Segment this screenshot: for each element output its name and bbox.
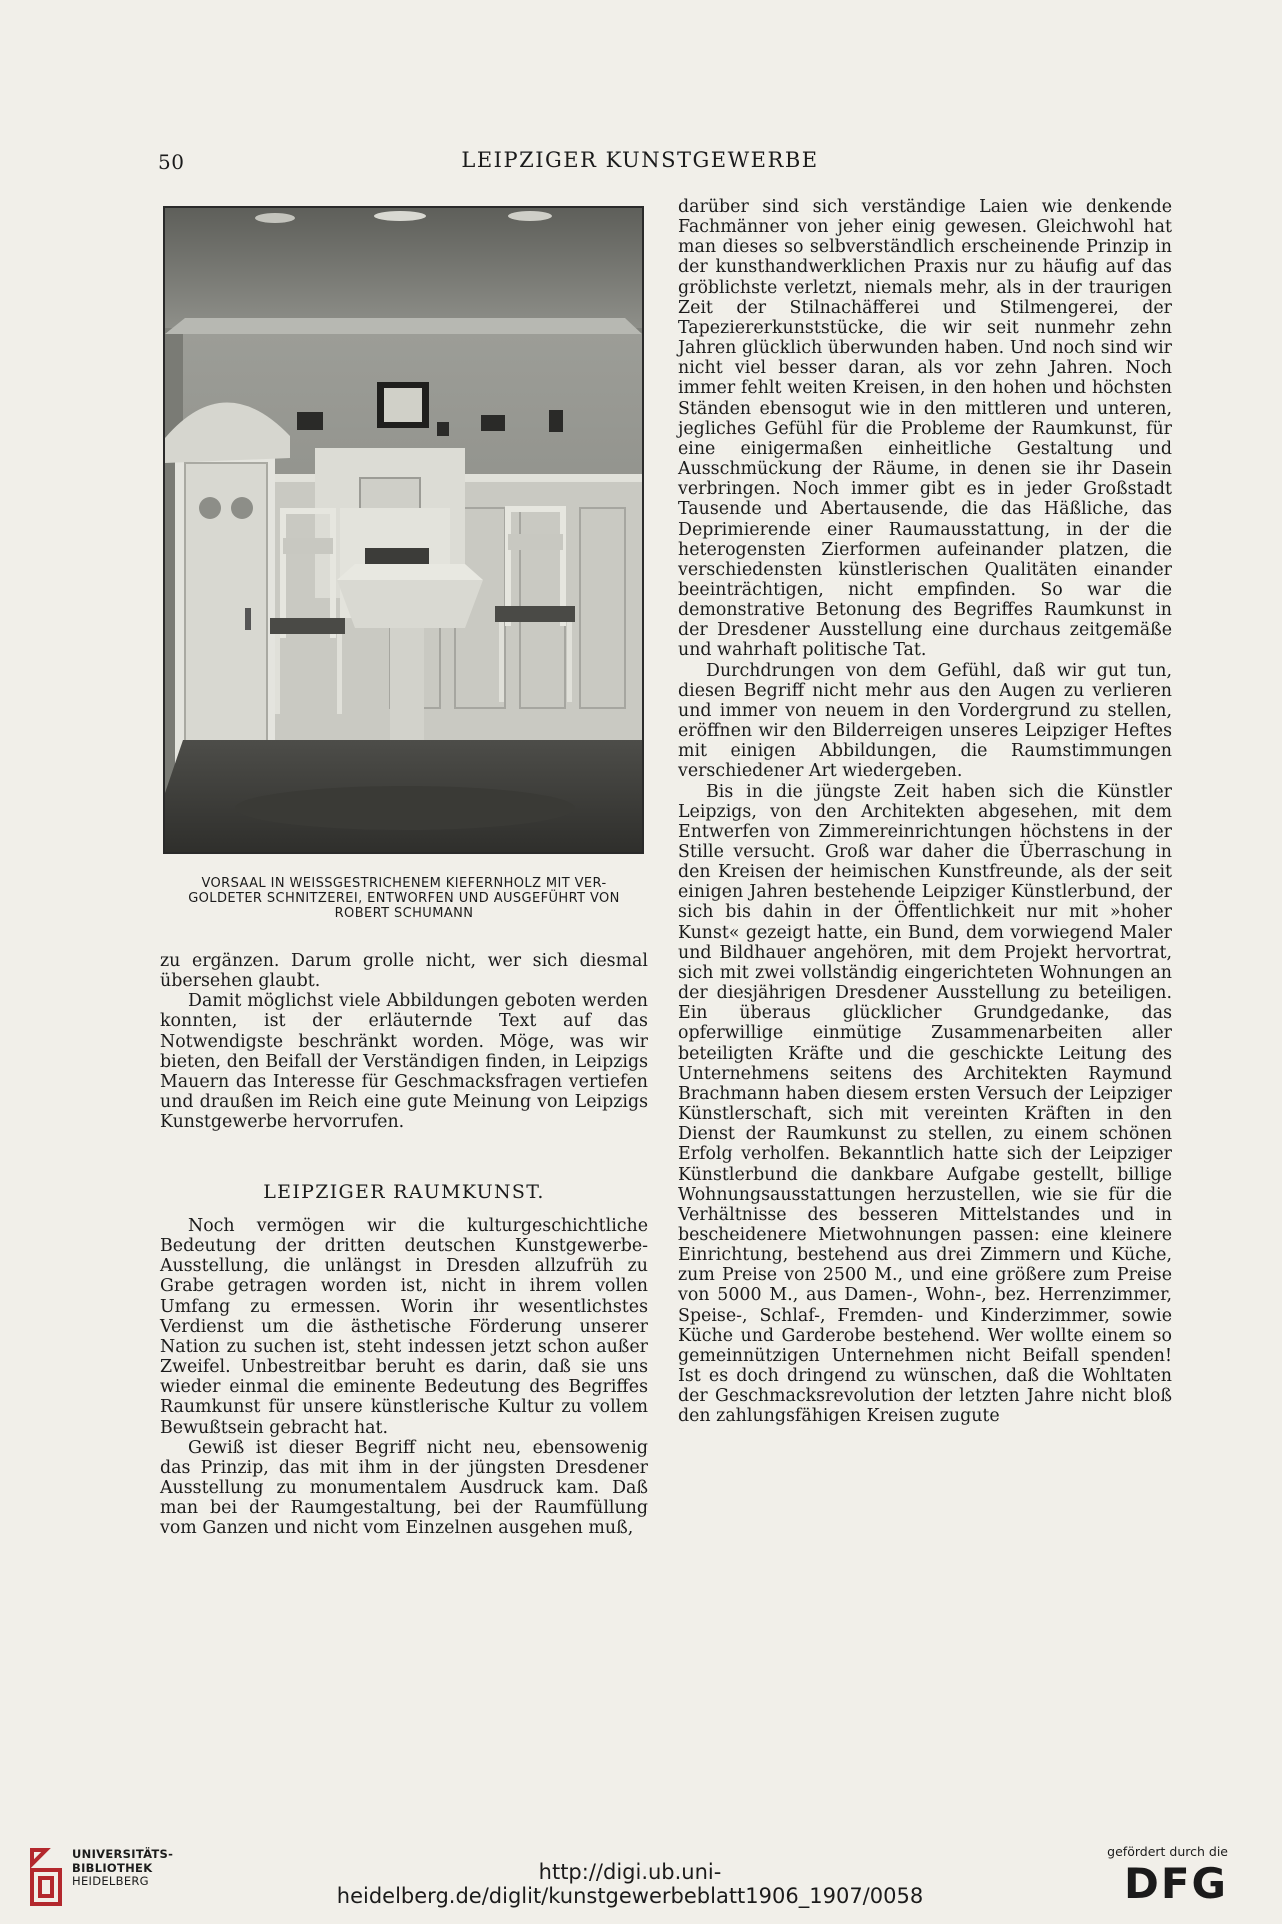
library-name-line: HEIDELBERG bbox=[72, 1874, 149, 1888]
permalink-url[interactable]: http://digi.ub.uni-heidelberg.de/diglit/kunstgewerbeblatt1906_1907/0058 bbox=[336, 1860, 924, 1908]
page-number: 50 bbox=[158, 150, 185, 174]
figure-caption bbox=[158, 876, 650, 921]
paragraph: darüber sind sich verständige Laien wie denkende Fachmänner von jeher einig gewesen. Gleichwohl hat man dieses so selbverständlich erscheinende Prinzip in der kunsthandwerklichen Praxis nur zu häufig auf das gröblichste verletzt, niemals mehr, als in der traurigen Zeit der Stilnachäfferei und Stilmengerei, der Tapeziererkunststücke, die wir seit nunmehr zehn Jahren glücklich überwunden haben. Und noch sind wir nicht viel besser daran, als vor zehn Jahren. Noch immer fehlt weiten Kreisen, in den hohen und höchsten Ständen ebensogut wie in den mittleren und unteren, jegliches Gefühl für die Probleme der Raumkunst, für eine einigermaßen einheitliche Gestaltung und Ausschmückung der Räume, in denen sie ihr Dasein verbringen. Noch immer gibt es in jeder Großstadt Tausende und Abertausende, die das Häßliche, das Deprimierende einer Raumausstattung, in der die heterogensten Zierformen aufeinander platzen, die verschiedensten künstlerischen Qualitäten einander beeinträchtigen, nicht empfinden. So war die demonstrative Betonung des Begriffes Raumkunst in der Dresdener Ausstellung eine durchaus zeitgemäße und wahrhaft politische Tat. bbox=[678, 197, 1172, 661]
library-name-line: BIBLIOTHEK bbox=[72, 1860, 153, 1875]
paragraph: Bis in die jüngste Zeit haben sich die Künstler Leipzigs, von den Architekten abgesehen, mit dem Entwerfen von Zimmereinrichtungen höchstens in der Stille versucht. Groß war daher die Überraschung in den Kreisen der heimischen Kunstfreunde, als der seit einigen Jahren bestehende Leipziger Künstlerbund, der sich bis dahin in der Öffentlichkeit nur mit »hoher Kunst« gezeigt hatte, ein Bund, dem vorwiegend Maler und Bildhauer angehören, mit dem Projekt hervortrat, sich mit zwei vollständig eingerichteten Wohnungen an der diesjährigen Dresdener Ausstellung zu beteiligen. Ein überaus glücklicher Grundgedanke, das opferwillige einmütige Zusammenarbeiten aller beteiligten Kräfte und die geschickte Leitung des Unternehmens seitens des Architekten Raymund Brachmann haben diesem ersten Versuch der Leipziger Künstlerschaft, sich mit vereinten Kräften in den Dienst der Raumkunst zu stellen, zu einem schönen Erfolg verholfen. Bekanntlich hatte sich der Leipziger Künstlerbund die dankbare Aufgabe gestellt, billige Wohnungsausstattungen herzustellen, wie sie für die Verhältnisse des besseren Mittelstandes und in bescheidenere Mietwohnungen passen: eine kleinere Einrichtung, bestehend aus drei Zimmern und Küche, zum Preise von 2500 M., und eine größere zum Preise von 5000 M., aus Damen-, Wohn-, bez. Herrenzimmer, Speise-, Schlaf-, Fremden- und Kinderzimmer, sowie Küche und Garderobe bestehend. Wer wollte einem so gemeinnützigen Unternehmen nicht Beifall spenden! Ist es doch dringend zu wünschen, daß die Wohltaten der Geschmacksrevolution der letzten Jahre nicht bloß den zahlungsfähigen Kreisen zugute bbox=[678, 781, 1172, 1427]
funding-credit bbox=[1078, 1844, 1228, 1907]
left-column-section bbox=[160, 1216, 648, 1539]
paragraph: Damit möglichst viele Abbildungen geboten werden konnten, ist der erläuternde Text auf das Notwendigste beschränkt worden. Möge, was wir bieten, den Beifall der Verständigen finden, in Leipzigs Mauern das Interesse für Geschmacksfragen vertiefen und draußen im Reich eine gute Meinung von Leipzigs Kunstgewerbe hervorrufen. bbox=[160, 991, 648, 1133]
dfg-logo-icon: DFG bbox=[1123, 1859, 1228, 1908]
caption-line: GOLDETER SCHNITZEREI, ENTWORFEN UND AUSGEFÜHRT VON bbox=[188, 891, 620, 906]
running-title: LEIPZIGER KUNSTGEWERBE bbox=[461, 148, 819, 172]
library-name-line: UNIVERSITÄTS- bbox=[72, 1847, 174, 1861]
left-column-intro bbox=[160, 951, 648, 1132]
paragraph: Noch vermögen wir die kulturgeschichtliche Bedeutung der dritten deutschen Kunstgewerbe-Ausstellung, die unlängst in Dresden allzufrüh zu Grabe getragen worden ist, nicht in ihrem vollen Umfang zu ermessen. Worin ihr wesentlichstes Verdienst um die ästhetische Förderung unserer Nation zu suchen ist, steht indessen jetzt schon außer Zweifel. Unbestreitbar beruht es darin, daß sie uns wieder einmal die eminente Bedeutung des Begriffes Raumkunst für unsere künstlerische Kultur zu vollem Bewußtsein gebracht hat. bbox=[160, 1216, 648, 1438]
digitization-footer bbox=[0, 1838, 1282, 1924]
vestibule-photograph bbox=[163, 206, 644, 854]
university-library-logo-icon bbox=[26, 1846, 66, 1908]
caption-line: VORSAAL IN WEISSGESTRICHENEM KIEFERNHOLZ MIT VER- bbox=[201, 876, 607, 891]
library-name bbox=[72, 1848, 173, 1889]
right-column bbox=[678, 197, 1172, 1427]
section-heading: LEIPZIGER RAUMKUNST. bbox=[263, 1181, 545, 1203]
paragraph: zu ergänzen. Darum grolle nicht, wer sich diesmal übersehen glaubt. bbox=[160, 951, 648, 992]
paragraph: Gewiß ist dieser Begriff nicht neu, ebensowenig das Prinzip, das mit ihm in der jüngsten Dresdener Ausstellung zu monumentalem Ausdruck kam. Daß man bei der Raumgestaltung, bei der Raumfüllung vom Ganzen und nicht vom Einzelnen ausgehen muß, bbox=[160, 1437, 648, 1539]
funding-label: gefördert durch die bbox=[1107, 1844, 1228, 1859]
paragraph: Durchdrungen von dem Gefühl, daß wir gut tun, diesen Begriff nicht mehr aus den Augen zu verlieren und immer von neuem in den Vordergrund zu stellen, eröffnen wir den Bilderreigen unseres Leipziger Heftes mit einigen Abbildungen, die Raumstimmungen verschiedener Art wiedergeben. bbox=[678, 660, 1172, 782]
caption-line: ROBERT SCHUMANN bbox=[334, 906, 474, 921]
